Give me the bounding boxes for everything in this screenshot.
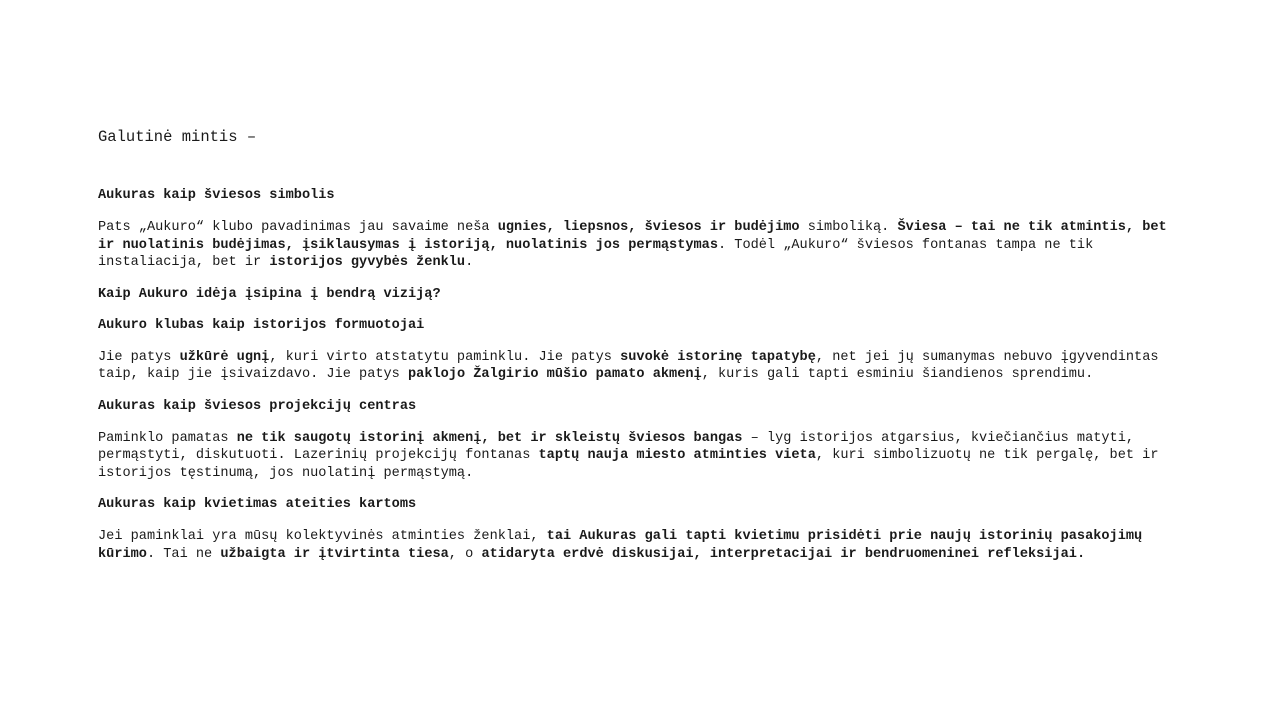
text-run: , kuris gali tapti esminiu šiandienos sprendimu. [701, 367, 1094, 382]
bold-text-run: tai Aukuras gali tapti kvietimu prisidėti prie naujų istorinių pasakojimų kūrimo [98, 529, 1143, 562]
bold-text-run: Šviesa – tai ne tik atmintis, bet ir nuolatinis budėjimas, įsiklausymas į istoriją, nuolatinis jos permąstymas [98, 220, 1167, 253]
section-kvietimas-ateities-kartoms [98, 497, 1188, 563]
text-run: , kuri virto atstatytu paminklu. Jie patys [269, 349, 621, 365]
bold-text-run: ne tik saugotų istorinį akmenį, bet ir skleistų šviesos bangas [236, 430, 743, 446]
section-paragraph [98, 349, 1188, 384]
page-title: Galutinė mintis – [98, 128, 257, 146]
section-heading: Aukuras kaip kvietimas ateities kartoms [98, 497, 417, 512]
section-heading: Aukuras kaip šviesos projekcijų centras [98, 398, 417, 414]
document-page [98, 126, 1188, 578]
bold-text-run: užbaigta ir įtvirtinta tiesa [220, 546, 449, 562]
section-heading: Kaip Aukuro idėja įsipina į bendrą viziją? [98, 286, 441, 302]
text-run: – lyg istorijos atgarsius, kviečiančius matyti, permąstyti, diskutuoti. Lazerinių projekcijų fontanas [98, 430, 1135, 463]
section-paragraph [98, 430, 1188, 483]
bold-text-run: ugnies, liepsnos, šviesos ir budėjimo [497, 220, 800, 235]
bold-text-run: suvokė istorinę tapatybę [620, 349, 816, 365]
text-run: , o [448, 546, 482, 562]
text-run: Paminklo pamatas [98, 430, 237, 446]
text-run: Jie patys [98, 349, 180, 365]
section-heading: Aukuras kaip šviesos simbolis [98, 188, 335, 203]
text-run: . [465, 255, 474, 270]
section-heading: Aukuro klubas kaip istorijos formuotojai [98, 317, 425, 333]
bold-text-run: paklojo Žalgirio mūšio pamato akmenį [408, 367, 702, 382]
text-run: , kuri simbolizuotų ne tik pergalę, bet ir istorijos tęstinumą, jos nuolatinį permąstymą. [98, 448, 1159, 481]
section-paragraph [98, 528, 1188, 563]
section-projekciju-centras [98, 399, 1188, 483]
section-aukuro-ideja [98, 287, 1188, 303]
section-istorijos-formuotojai [98, 318, 1188, 384]
bold-text-run: užkūrė ugnį [179, 349, 270, 365]
text-run: , net jei jų sumanymas nebuvo įgyvendintas taip, kaip jie įsivaizdavo. Jie patys [98, 349, 1159, 382]
text-run: . Tai ne [146, 546, 221, 562]
bold-text-run: istorijos gyvybės ženklu [269, 255, 466, 270]
text-run: Jei paminklai yra mūsų kolektyvinės atminties ženklai, [98, 529, 547, 544]
text-run: simboliką. [799, 220, 898, 235]
section-aukuras-sviesos-simbolis [98, 188, 1188, 272]
text-run: Pats „Aukuro“ klubo pavadinimas jau savaime neša [98, 220, 498, 235]
bold-text-run: taptų nauja miesto atminties vieta [538, 448, 816, 463]
bold-text-run: atidaryta erdvė diskusijai, interpretacijai ir bendruomeninei refleksijai. [481, 546, 1086, 562]
text-run: . Todėl „Aukuro“ šviesos fontanas tampa ne tik instaliacija, bet ir [98, 237, 1094, 270]
section-paragraph [98, 219, 1188, 272]
